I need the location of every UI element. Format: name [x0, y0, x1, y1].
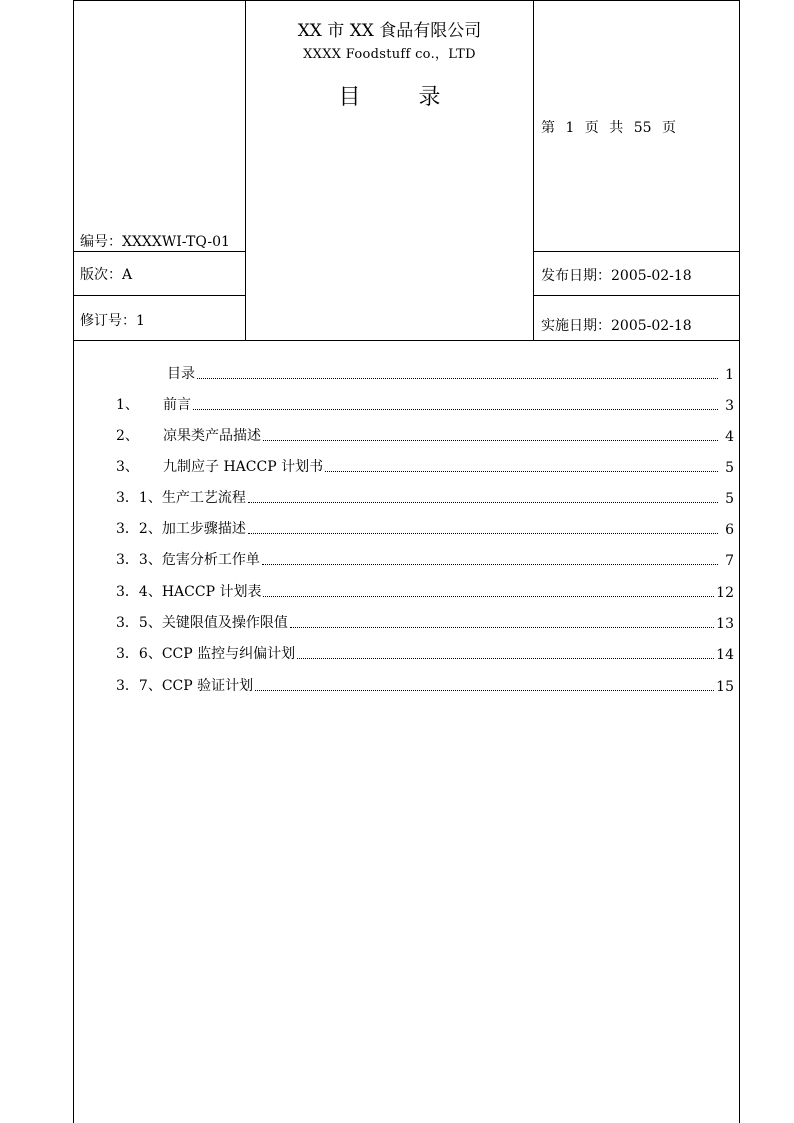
toc-entry-page: 1: [725, 367, 734, 383]
toc-leader-dots: [263, 596, 714, 597]
toc-entry[interactable]: [116, 518, 734, 538]
page-info: 第 1 页 共 55 页: [541, 120, 676, 136]
toc-leader-dots: [262, 564, 718, 565]
toc-entry-page: 15: [716, 679, 734, 695]
toc-entry-page: 3: [725, 398, 734, 414]
toc-entry-number: 3．5、: [116, 615, 162, 631]
toc-entry-number: 3．6、: [116, 646, 162, 662]
toc-entry-label: CCP 监控与纠偏计划: [161, 646, 296, 662]
toc-entry-number: 3．2、: [116, 521, 162, 537]
toc-entry[interactable]: [116, 581, 734, 601]
toc-entry-number: 3．4、: [116, 584, 162, 600]
toc-leader-dots: [325, 471, 718, 472]
toc-leader-dots: [248, 533, 718, 534]
document-number: 编号：XXXXWI-TQ-01: [80, 234, 230, 250]
toc-entry-label: 凉果类产品描述: [163, 428, 261, 444]
toc-leader-dots: [290, 627, 714, 628]
toc-entry-page: 5: [725, 460, 734, 476]
document-title: 目录: [338, 85, 499, 110]
toc-entry-page: 5: [725, 491, 734, 507]
toc-entry-label: 前言: [163, 397, 191, 413]
toc-entry-page: 14: [716, 647, 734, 663]
revision-number: 修订号：1: [80, 313, 145, 329]
toc-leader-dots: [255, 690, 714, 691]
header-rule-left-1: [73, 251, 245, 252]
toc-entry[interactable]: [116, 394, 734, 414]
toc-entry-number: 3．3、: [116, 552, 162, 568]
effective-date: 实施日期：2005-02-18: [541, 318, 692, 334]
toc-entry[interactable]: [116, 643, 734, 663]
toc-entry-label: HACCP 计划表: [161, 584, 262, 600]
toc-leader-dots: [297, 658, 714, 659]
toc-entry-label: 生产工艺流程: [161, 490, 246, 506]
toc-entry-page: 6: [725, 522, 734, 538]
header-rule-left-2: [73, 295, 245, 296]
issue-date: 发布日期：2005-02-18: [541, 268, 692, 284]
toc-entry-number: 1、: [116, 397, 139, 413]
toc-entry-number: 3．7、: [116, 678, 162, 694]
toc-leader-dots: [263, 440, 718, 441]
toc-entry[interactable]: [116, 549, 734, 569]
header-divider-right: [533, 0, 534, 340]
edition: 版次：A: [80, 267, 133, 283]
header-rule-right-2: [533, 295, 740, 296]
company-name-cn: XX 市 XX 食品有限公司: [297, 21, 482, 41]
toc-entry-number: 3．1、: [116, 490, 162, 506]
toc-leader-dots: [193, 409, 718, 410]
toc-entry-label: 九制应子 HACCP 计划书: [163, 459, 324, 475]
toc-entry-page: 4: [725, 429, 734, 445]
toc-entry[interactable]: [116, 456, 734, 476]
company-name-en: XXXX Foodstuff co.，LTD: [303, 47, 476, 62]
toc-entry[interactable]: [116, 363, 734, 383]
toc-entry-label: 目录: [167, 366, 195, 382]
header-rule-right-1: [533, 251, 740, 252]
header-bottom-rule: [73, 340, 740, 341]
toc-entry-page: 13: [716, 616, 734, 632]
toc-entry[interactable]: [116, 675, 734, 695]
toc-leader-dots: [248, 502, 718, 503]
toc-entry-number: 2、: [116, 428, 139, 444]
toc-entry[interactable]: [116, 425, 734, 445]
toc-entry[interactable]: [116, 612, 734, 632]
toc-entry-page: 7: [725, 553, 734, 569]
toc-entry[interactable]: [116, 487, 734, 507]
toc-entry-number: 3、: [116, 459, 139, 475]
toc-entry-label: CCP 验证计划: [161, 678, 254, 694]
toc-entry-page: 12: [716, 585, 734, 601]
toc-leader-dots: [197, 378, 718, 379]
toc-entry-label: 危害分析工作单: [161, 552, 260, 568]
toc-entry-label: 加工步骤描述: [161, 521, 246, 537]
toc-entry-label: 关键限值及操作限值: [161, 615, 288, 631]
